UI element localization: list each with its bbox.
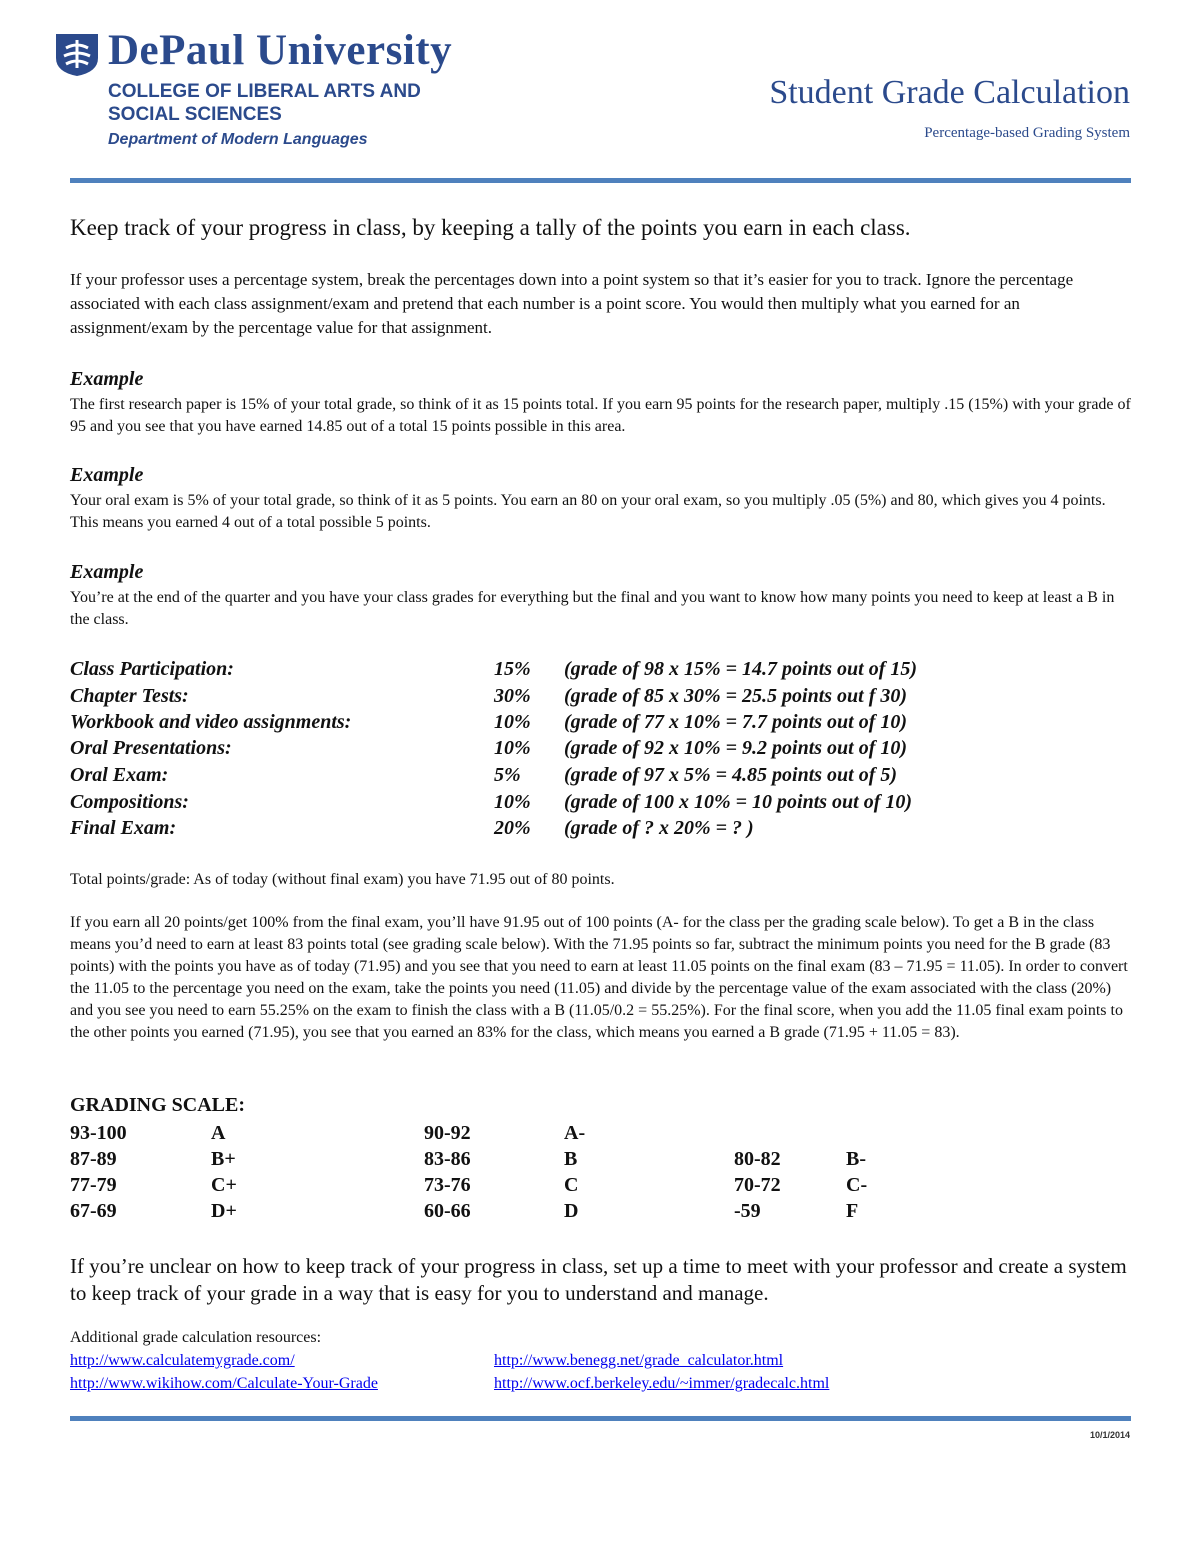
- grade-letter: C+: [211, 1174, 237, 1196]
- grade-range: 83-86: [424, 1148, 471, 1170]
- grade-range: 73-76: [424, 1174, 471, 1196]
- resource-link-calculatemygrade[interactable]: http://www.calculatemygrade.com/: [70, 1352, 295, 1369]
- component-row: [70, 658, 1132, 684]
- component-name: Workbook and video assignments:: [70, 711, 352, 733]
- footer-date: 10/1/2014: [1089, 1430, 1130, 1440]
- grade-letter: B: [564, 1148, 578, 1170]
- component-percent: 15%: [494, 658, 531, 680]
- college-name: [108, 80, 421, 126]
- total-points-line: Total points/grade: As of today (without final exam) you have 71.95 out of 80 points.: [70, 871, 615, 888]
- grading-scale-row: [70, 1200, 970, 1226]
- grade-range: 93-100: [70, 1122, 127, 1144]
- component-name: Oral Exam:: [70, 764, 169, 786]
- component-row: [70, 685, 1132, 711]
- explanation-paragraph: If you earn all 20 points/get 100% from the final exam, you’ll have 91.95 out of 100 points (A- for the class per the grading scale below). To get a B in the class means you’d need to earn at least 83 points total (see grading scale below). With the 71.95 points so far, subtract the minimum points you need for the B grade (83 points) with the points you have as of today (71.95) and you see that you need to earn at least 11.05 points on the final exam (83 – 71.95 = 11.05). In order to convert the 11.05 to the percentage you need on the exam, take the points you need (11.05) and divide by the percentage value of the exam associated with the class (20%) and you see you need to earn 55.25% on the exam to finish the class with a B (11.05/0.2 = 55.25%). For the final score, when you add the 11.05 final exam points to the other points you earned (71.95), you see that you earned an 83% for the class, which means you earned a B grade (71.95 + 11.05 = 83).: [70, 914, 1128, 1041]
- component-name: Class Participation:: [70, 658, 234, 680]
- resource-link-berkeley[interactable]: http://www.ocf.berkeley.edu/~immer/gradecalc.html: [494, 1375, 830, 1392]
- component-row: [70, 817, 1132, 843]
- university-name: DePaul University: [108, 27, 453, 74]
- component-percent: 10%: [494, 737, 531, 759]
- grade-letter: D+: [211, 1200, 237, 1222]
- component-calculation: (grade of 92 x 10% = 9.2 points out of 10): [564, 737, 908, 759]
- grading-scale-row: [70, 1122, 970, 1148]
- grade-letter: B-: [846, 1148, 866, 1170]
- grade-range: 67-69: [70, 1200, 117, 1222]
- example-2-title: Example: [70, 464, 144, 486]
- resource-link-wikihow[interactable]: http://www.wikihow.com/Calculate-Your-Grade: [70, 1375, 378, 1392]
- example-3-title: Example: [70, 561, 144, 583]
- grade-letter: A-: [564, 1122, 586, 1144]
- component-percent: 10%: [494, 711, 531, 733]
- grade-letter: F: [846, 1200, 859, 1222]
- intro-paragraph: If your professor uses a percentage system, break the percentages down into a point system so that it’s easier for you to track. Ignore the percentage associated with each class assignment/exam and pretend that each number is a point score. You would then multiply what you earned for an assignment/exam by the percentage value for that assignment.: [70, 270, 1074, 337]
- footer-divider: [70, 1416, 1131, 1421]
- component-calculation: (grade of 77 x 10% = 7.7 points out of 10): [564, 711, 908, 733]
- grade-range: 90-92: [424, 1122, 471, 1144]
- component-name: Final Exam:: [70, 817, 177, 839]
- component-row: [70, 737, 1132, 763]
- component-calculation: (grade of ? x 20% = ? ): [564, 817, 754, 839]
- grade-letter: A: [211, 1122, 226, 1144]
- resources-label: Additional grade calculation resources:: [70, 1329, 322, 1346]
- example-2-body: Your oral exam is 5% of your total grade, so think of it as 5 points. You earn an 80 on your oral exam, so you multiply .05 (5%) and 80, which gives you 4 points. This means you earned 4 out of a total possible 5 points.: [70, 492, 1106, 531]
- component-percent: 30%: [494, 685, 531, 707]
- component-name: Compositions:: [70, 791, 189, 813]
- grade-letter: C: [564, 1174, 579, 1196]
- example-1-body: The first research paper is 15% of your total grade, so think of it as 15 points total. If you earn 95 points for the research paper, multiply .15 (15%) with your grade of 95 and you see that you have earned 14.85 out of a total 15 points possible in this area.: [70, 396, 1131, 435]
- closing-paragraph: If you’re unclear on how to keep track of your progress in class, set up a time to meet with your professor and create a system to keep track of your grade in a way that is easy for you to understand and manage.: [70, 1254, 1127, 1305]
- grade-range: 60-66: [424, 1200, 471, 1222]
- grading-scale-row: [70, 1174, 970, 1200]
- grade-range: 80-82: [734, 1148, 781, 1170]
- resource-link-benegg[interactable]: http://www.benegg.net/grade_calculator.html: [494, 1352, 784, 1369]
- component-row: [70, 791, 1132, 817]
- component-calculation: (grade of 100 x 10% = 10 points out of 10): [564, 791, 913, 813]
- component-name: Oral Presentations:: [70, 737, 232, 759]
- college-line-2: SOCIAL SCIENCES: [108, 104, 282, 125]
- component-row: [70, 764, 1132, 790]
- department-name: Department of Modern Languages: [108, 131, 368, 148]
- grade-letter: D: [564, 1200, 579, 1222]
- document-subtitle: Percentage-based Grading System: [924, 125, 1130, 141]
- grade-letter: B+: [211, 1148, 236, 1170]
- grade-letter: C-: [846, 1174, 868, 1196]
- example-3-body: You’re at the end of the quarter and you have your class grades for everything but the final and you want to know how many points you need to keep at least a B in the class.: [70, 589, 1115, 628]
- component-calculation: (grade of 97 x 5% = 4.85 points out of 5): [564, 764, 898, 786]
- depaul-logo-icon: [52, 28, 102, 78]
- grading-scale-title: GRADING SCALE:: [70, 1094, 246, 1116]
- component-percent: 20%: [494, 817, 531, 839]
- component-percent: 10%: [494, 791, 531, 813]
- document-title: Student Grade Calculation: [769, 74, 1130, 111]
- grade-range: -59: [734, 1200, 761, 1222]
- grade-range: 70-72: [734, 1174, 781, 1196]
- component-percent: 5%: [494, 764, 521, 786]
- grading-scale-row: [70, 1148, 970, 1174]
- lead-sentence: Keep track of your progress in class, by keeping a tally of the points you earn in each class.: [70, 215, 911, 240]
- example-1-title: Example: [70, 368, 144, 390]
- college-line-1: COLLEGE OF LIBERAL ARTS AND: [108, 81, 421, 102]
- component-name: Chapter Tests:: [70, 685, 189, 707]
- grade-range: 77-79: [70, 1174, 117, 1196]
- grade-range: 87-89: [70, 1148, 117, 1170]
- component-calculation: (grade of 98 x 15% = 14.7 points out of 15): [564, 658, 918, 680]
- component-calculation: (grade of 85 x 30% = 25.5 points out f 30): [564, 685, 908, 707]
- component-row: [70, 711, 1132, 737]
- header-divider: [70, 178, 1131, 183]
